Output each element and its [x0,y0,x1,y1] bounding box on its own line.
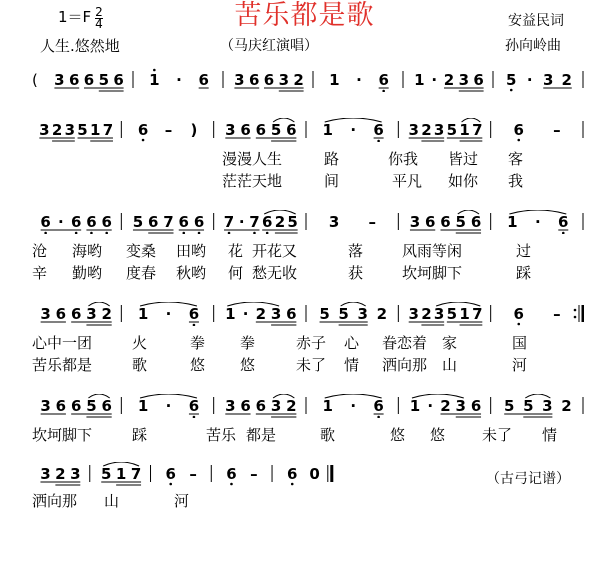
note: 3 [40,397,51,415]
note: 2 [421,121,432,139]
open-paren: ( [32,71,38,89]
lyric-syllable: 坎坷脚下 [402,264,463,282]
note: 3 [433,305,445,323]
note: 6 [240,397,251,415]
note: 6 [101,397,112,415]
time-signature [95,7,103,30]
lyric-line [28,170,584,192]
time-denominator: 4 [95,17,103,31]
lyric-syllable: 心中一团 [32,334,93,352]
note: 6 [55,397,67,415]
low-octave-dot [182,232,185,234]
lyric-syllable: 我 [508,172,524,190]
lyric-syllable: 茫茫天地 [222,172,283,190]
note: 3 [357,305,368,323]
note: 6 [165,465,176,483]
lyric-line [28,490,584,512]
note: 5 [77,121,88,139]
lyric-syllable: 未了 [482,426,513,444]
note: 6 [425,213,436,231]
key-signature [58,6,103,30]
lyric-syllable: 悠 [390,426,406,444]
tempo-marking: 人生.悠然地 [40,37,120,55]
lyric-syllable: 踩 [516,264,532,282]
lyric-syllable: 踩 [132,426,148,444]
note: – [250,465,258,483]
low-octave-dot [510,89,513,92]
note: 6 [513,121,524,139]
note: 2 [255,305,267,323]
note: 6 [558,213,569,231]
lyric-syllable: 赤子 [296,334,327,352]
low-octave-dot [142,139,145,142]
note: 1 [149,71,160,89]
note: 3 [455,397,466,415]
low-octave-dot [517,323,520,326]
note: 6 [148,213,159,231]
note: 3 [270,397,282,415]
note: 1 [329,71,340,89]
lyric-syllable: 客 [508,150,524,168]
lyric-syllable: 歌 [132,356,148,374]
lyric-line [28,332,584,354]
note: 2 [293,71,304,89]
note: 7 [223,213,235,231]
note: 2 [286,397,297,415]
lyric-syllable: 田哟 [176,242,207,260]
lyric-syllable: 苦乐 [206,426,237,444]
note: 2 [561,397,572,415]
lyric-syllable: 眷恋着 [382,334,428,352]
lyric-syllable: 风雨等闲 [402,242,463,260]
note: 7 [472,121,483,139]
note: 5 [446,121,458,139]
lyric-line [28,148,584,170]
note: 5 [446,305,458,323]
time-numerator: 2 [95,5,103,19]
note: 6 [137,121,149,139]
note: 6 [286,121,297,139]
note: 3 [64,121,76,139]
lyric-syllable: 悠 [240,356,256,374]
note: 3 [270,305,282,323]
singer-credit: （马庆红演唱） [220,38,318,54]
song-title: 苦乐都是歌 [234,0,375,31]
note: 1 [322,397,333,415]
note: 1 [90,121,101,139]
low-octave-dot [193,324,196,326]
note: 6 [373,397,384,415]
lyric-syllable: 间 [324,172,340,190]
note: 5 [455,213,466,231]
note: 5 [503,397,515,415]
note: 5 [319,305,330,323]
lyric-line [28,262,584,284]
note: 6 [193,213,205,231]
lyric-syllable: 花 [228,242,244,260]
melody-svg-1 [28,68,584,92]
melody-row-5 [28,394,584,418]
lyric-syllable: 心 [344,334,360,352]
note: 6 [373,121,384,139]
note: 7 [130,465,142,483]
lyric-syllable: 家 [442,334,458,352]
note: 3 [234,71,245,89]
note: 1 [409,397,421,415]
lyric-line [28,240,584,262]
low-octave-dot [517,139,520,142]
note: 6 [70,213,82,231]
note: 5 [270,121,282,139]
note: · [58,213,64,231]
lyrics-block-3 [28,240,584,284]
note: 3 [54,71,65,89]
low-octave-dot [75,232,78,234]
note: 3 [543,71,554,89]
note: 7 [249,213,260,231]
transcriber-credit: （古弓记谱） [486,471,570,487]
lyric-syllable: 情 [344,356,360,374]
note: · [165,305,172,323]
note: 6 [470,397,482,415]
low-octave-dot [253,232,256,234]
note: 3 [542,397,553,415]
note: · [526,71,533,89]
melody-row-1 [28,68,584,92]
note: 6 [198,71,209,89]
note: – [189,465,197,483]
note: 2 [443,71,455,89]
lyric-syllable: 海哟 [72,242,103,260]
note: 6 [83,71,95,89]
lyric-syllable: 情 [542,426,558,444]
lyric-syllable: 国 [512,334,528,352]
note: 6 [513,305,524,323]
note: 3 [278,71,290,89]
lyric-syllable: 平凡 [392,172,423,190]
note: 7 [163,213,174,231]
note: 6 [188,397,200,415]
lyric-syllable: 沧 [32,242,48,260]
low-octave-dot [266,232,269,234]
composer-credit: 孙向岭曲 [505,38,561,54]
note: 6 [40,213,51,231]
note: 3 [408,121,419,139]
note: · [431,71,438,89]
note: 7 [102,121,114,139]
low-octave-dot [228,232,231,234]
low-octave-dot [377,416,380,418]
note: 5 [132,213,144,231]
note: 6 [178,213,189,231]
note: 2 [421,305,432,323]
note: 3 [409,213,421,231]
note: 5 [287,213,298,231]
lyric-syllable: 辛 [32,264,48,282]
lyricist-credit: 安益民词 [508,13,564,29]
note: 6 [440,213,451,231]
note: 3 [40,305,51,323]
lyric-syllable: 勤哟 [72,264,103,282]
note: 6 [255,121,267,139]
lyric-syllable: 河 [512,356,528,374]
note: 1 [137,305,149,323]
lyric-syllable: 坎坷脚下 [32,426,93,444]
note: 3 [40,465,51,483]
note: · [350,397,357,415]
note: 5 [506,71,517,89]
lyric-syllable: 落 [348,242,364,260]
note: 1 [225,305,236,323]
lyric-syllable: 秋哟 [176,264,207,282]
melody-row-2 [28,118,584,142]
note: 6 [101,213,112,231]
note: 3 [225,397,236,415]
lyric-syllable: 未了 [296,356,327,374]
lyric-syllable: 拳 [240,334,256,352]
melody-row-3 [28,210,584,234]
note: 2 [440,397,451,415]
note: 6 [473,71,484,89]
lyric-syllable: 悠 [190,356,206,374]
lyric-line [28,354,584,376]
note: 6 [378,71,389,89]
low-octave-dot [193,416,196,418]
lyric-line [28,424,584,446]
note: 2 [274,213,286,231]
lyrics-block-4 [28,332,584,376]
note: 0 [309,465,320,483]
note: 1 [507,213,518,231]
note: 3 [408,305,419,323]
note: 6 [470,213,482,231]
note: – [368,213,376,231]
note: 5 [523,397,534,415]
note: 6 [226,465,237,483]
lyrics-block-5 [28,424,584,446]
lyric-syllable: 悠 [430,426,446,444]
note: 6 [286,305,297,323]
low-octave-dot [291,483,294,486]
lyric-syllable: 火 [132,334,148,352]
note: 6 [255,397,267,415]
note: 6 [248,71,260,89]
key-label: 1＝F [58,8,92,26]
low-octave-dot [169,483,172,486]
lyric-syllable: 获 [348,264,364,282]
note: · [534,213,541,231]
lyric-syllable: 你我 [388,150,419,168]
note: 3 [39,121,50,139]
note: 6 [55,305,67,323]
lyrics-block-6 [28,490,584,512]
lyric-syllable: 山 [104,492,120,510]
note: 3 [86,305,97,323]
lyric-syllable: 皆过 [448,150,479,168]
lyric-syllable: 歌 [320,426,336,444]
note: 6 [68,71,80,89]
note: · [356,71,362,89]
melody-row-4 [28,302,584,326]
lyric-syllable: 过 [516,242,532,260]
note: ) [190,121,198,139]
lyric-syllable: 拳 [190,334,206,352]
low-octave-dot [90,232,93,234]
note: 6 [70,305,82,323]
high-octave-dot [153,69,156,72]
note: · [238,213,245,231]
lyric-syllable: 度春 [126,264,157,282]
note: 1 [322,121,333,139]
note: 3 [225,121,236,139]
note: 5 [101,465,112,483]
note: 3 [328,213,340,231]
melody-svg-3 [28,210,584,234]
lyric-syllable: 漫漫人生 [222,150,283,168]
note: 2 [376,305,388,323]
note: · [242,305,249,323]
note: 1 [459,121,470,139]
low-octave-dot [198,232,201,234]
low-octave-dot [105,232,108,234]
note: 2 [51,121,63,139]
low-octave-dot [44,232,47,234]
lyric-syllable: 都是 [246,426,277,444]
note: 6 [188,305,200,323]
lyric-syllable: 愁无收 [252,264,298,282]
note: 3 [433,121,445,139]
note: 2 [101,305,112,323]
note: 6 [240,121,251,139]
note: 1 [414,71,425,89]
melody-svg-2 [28,118,584,142]
low-octave-dot [230,483,233,486]
note: 6 [86,213,97,231]
note: – [553,121,561,139]
note: – [164,121,173,139]
lyric-syllable: 山 [442,356,458,374]
low-octave-dot [382,90,385,92]
lyric-syllable: 苦乐都是 [32,356,93,374]
note: 6 [287,465,298,483]
note: 2 [55,465,66,483]
repeat-dot [574,316,577,319]
melody-svg-5 [28,394,584,418]
note: 2 [561,71,572,89]
note: 6 [261,213,273,231]
note: 7 [472,305,483,323]
note: 6 [70,397,82,415]
lyric-syllable: 洒向那 [32,492,78,510]
note: – [553,305,561,323]
note: 3 [70,465,81,483]
note: 1 [459,305,470,323]
note: · [176,71,182,89]
lyric-syllable: 如你 [448,172,479,190]
low-octave-dot [377,140,380,142]
note: 5 [98,71,110,89]
lyric-syllable: 洒向那 [382,356,428,374]
melody-svg-4 [28,302,584,326]
lyric-syllable: 何 [228,264,244,282]
lyrics-block-2 [28,148,584,192]
note: 3 [458,71,470,89]
note: 1 [115,465,127,483]
lyric-syllable: 变桑 [126,242,157,260]
note: 6 [113,71,124,89]
lyric-syllable: 开花又 [252,242,298,260]
note: 5 [338,305,349,323]
note: 5 [86,397,97,415]
lyric-syllable: 路 [324,150,340,168]
note: · [165,397,172,415]
note: 6 [263,71,275,89]
lyric-syllable: 河 [174,492,190,510]
note: · [427,397,434,415]
note: · [350,121,357,139]
note: 1 [137,397,149,415]
repeat-dot [574,309,577,312]
low-octave-dot [562,232,565,234]
